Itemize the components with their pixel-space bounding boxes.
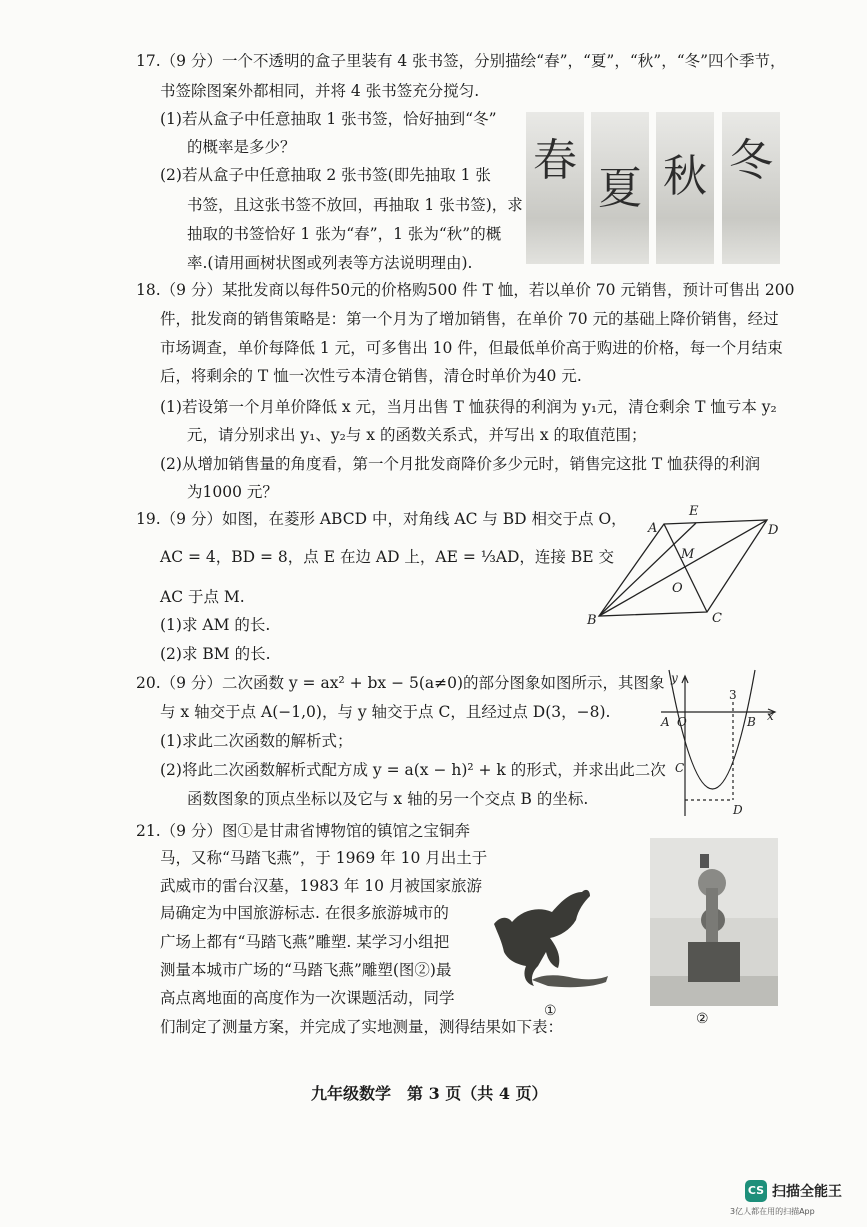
label-x: x bbox=[767, 709, 774, 723]
label-c: C bbox=[712, 611, 722, 626]
bookmark-summer: 夏 bbox=[591, 112, 649, 264]
fig1-label: ① bbox=[544, 1003, 557, 1019]
bookmark-winter: 冬 bbox=[722, 112, 780, 264]
label-three: 3 bbox=[729, 688, 737, 702]
q19-line: 19.（9 分）如图，在菱形 ABCD 中，对角线 AC 与 BD 相交于点 O， bbox=[136, 510, 627, 528]
label-o: O bbox=[672, 581, 683, 596]
label-m: M bbox=[681, 547, 695, 562]
label-o: O bbox=[677, 715, 687, 729]
q17-line: 书签除图案外都相同，并将 4 张书签充分搅匀. bbox=[160, 82, 480, 100]
q17-line: 率.(请用画树状图或列表等方法说明理由). bbox=[187, 254, 473, 272]
season-bookmarks-image bbox=[526, 112, 780, 264]
q18-line: 件，批发商的销售策略是：第一个月为了增加销售，在单价 70 元的基础上降价销售，经过 bbox=[160, 310, 779, 328]
label-e: E bbox=[689, 504, 699, 519]
diagonal-bd bbox=[599, 520, 767, 616]
horse-silhouette bbox=[494, 890, 590, 986]
q18-line: 市场调查，单价每降低 1 元，可多售出 10 件，但最低单价高于购进的价格，每一个月结束 bbox=[160, 339, 783, 357]
q21-line: 测量本城市广场的“马踏飞燕”雕塑(图②)最 bbox=[160, 961, 452, 979]
q17-line: 17.（9 分）一个不透明的盒子里装有 4 张书签，分别描绘“春”，“夏”，“秋”，“冬”四个季节， bbox=[136, 52, 786, 70]
label-a: A bbox=[648, 521, 658, 536]
q18-line: 后，将剩余的 T 恤一次性亏本清仓销售，清仓时单价为40 元. bbox=[160, 367, 582, 385]
watermark-name: 扫描全能王 bbox=[772, 1184, 842, 1200]
q19-part1: (1)求 AM 的长. bbox=[160, 616, 271, 634]
q21-line: 高点离地面的高度作为一次课题活动，同学 bbox=[160, 989, 455, 1007]
q21-line: 武威市的雷台汉墓，1983 年 10 月被国家旅游 bbox=[160, 877, 482, 895]
q17-line: 的概率是多少？ bbox=[187, 138, 296, 156]
fig2-label: ② bbox=[696, 1011, 709, 1027]
label-d: D bbox=[733, 803, 743, 817]
q21-line: 马，又称“马踏飞燕”，于 1969 年 10 月出土于 bbox=[160, 849, 488, 867]
q20-line: 与 x 轴交于点 A(−1,0)，与 y 轴交于点 C，且经过点 D(3，−8). bbox=[160, 703, 611, 721]
bookmark-spring: 春 bbox=[526, 112, 584, 264]
label-a: A bbox=[661, 715, 670, 729]
q18-part1: (1)若设第一个月单价降低 x 元，当月出售 T 恤获得的利润为 y₁元，清仓剩余 T 恤亏本 y₂ bbox=[160, 398, 777, 416]
q19-line: AC = 4，BD = 8，点 E 在边 AD 上，AE = ⅓AD，连接 BE 交 bbox=[160, 548, 614, 566]
q18-line: 元，请分别求出 y₁、y₂与 x 的函数关系式，并写出 x 的取值范围； bbox=[187, 426, 647, 444]
watermark-sub: 3亿人都在用的扫描App bbox=[730, 1207, 815, 1216]
label-y: y bbox=[671, 671, 678, 685]
q19-line: AC 于点 M. bbox=[160, 588, 245, 606]
q20-line: 函数图象的顶点坐标以及它与 x 轴的另一个交点 B 的坐标. bbox=[187, 790, 589, 808]
q18-part2: (2)从增加销售量的角度看，第一个月批发商降价多少元时，销售完这批 T 恤获得的利润 bbox=[160, 455, 761, 473]
q19-part2: (2)求 BM 的长. bbox=[160, 645, 271, 663]
q20-part2: (2)将此二次函数解析式配方成 y = a(x − h)² + k 的形式，并求出此二次 bbox=[160, 761, 666, 779]
label-c: C bbox=[675, 761, 685, 775]
q17-line: 抽取的书签恰好 1 张为“春”，1 张为“秋”的概 bbox=[187, 225, 502, 243]
q21-line: 局确定为中国旅游标志. 在很多旅游城市的 bbox=[160, 904, 449, 922]
label-d: D bbox=[768, 523, 779, 538]
swallow-base bbox=[532, 975, 608, 987]
q20-line: 20.（9 分）二次函数 y = ax² + bx − 5(a≠0)的部分图象如图所示，其图象 bbox=[136, 674, 665, 692]
sculpture-pedestal bbox=[688, 942, 740, 982]
q21-line: 们制定了测量方案，并完成了实地测量，测得结果如下表： bbox=[160, 1018, 564, 1036]
label-b: B bbox=[587, 613, 597, 628]
diagonal-ac bbox=[664, 524, 707, 612]
camscanner-icon: CS bbox=[745, 1180, 767, 1202]
sculpture-column bbox=[706, 888, 718, 948]
sculpture-photo bbox=[650, 828, 780, 1028]
page-footer: 九年级数学 第 3 页（共 4 页） bbox=[311, 1084, 548, 1103]
q21-line: 广场上都有“马踏飞燕”雕塑. 某学习小组把 bbox=[160, 933, 450, 951]
q17-part2: (2)若从盒子中任意抽取 2 张书签(即先抽取 1 张 bbox=[160, 166, 491, 184]
bronze-horse-image bbox=[486, 880, 616, 1020]
parabola-figure bbox=[655, 668, 785, 820]
label-b: B bbox=[747, 715, 756, 729]
sculpture-top bbox=[700, 854, 709, 868]
q21-line: 21.（9 分）图①是甘肃省博物馆的镇馆之宝铜奔 bbox=[136, 822, 470, 840]
q18-line: 18.（9 分）某批发商以每件50元的价格购500 件 T 恤，若以单价 70 元销售，预计可售出 200 bbox=[136, 281, 795, 299]
bookmark-autumn: 秋 bbox=[656, 112, 714, 264]
q17-line: 书签，且这张书签不放回，再抽取 1 张书签)，求 bbox=[187, 196, 523, 214]
q17-part1: (1)若从盒子中任意抽取 1 张书签，恰好抽到“冬” bbox=[160, 110, 497, 128]
q20-part1: (1)求此二次函数的解析式； bbox=[160, 732, 353, 750]
rhombus-figure bbox=[582, 490, 782, 630]
q18-line: 为1000 元？ bbox=[187, 483, 278, 501]
